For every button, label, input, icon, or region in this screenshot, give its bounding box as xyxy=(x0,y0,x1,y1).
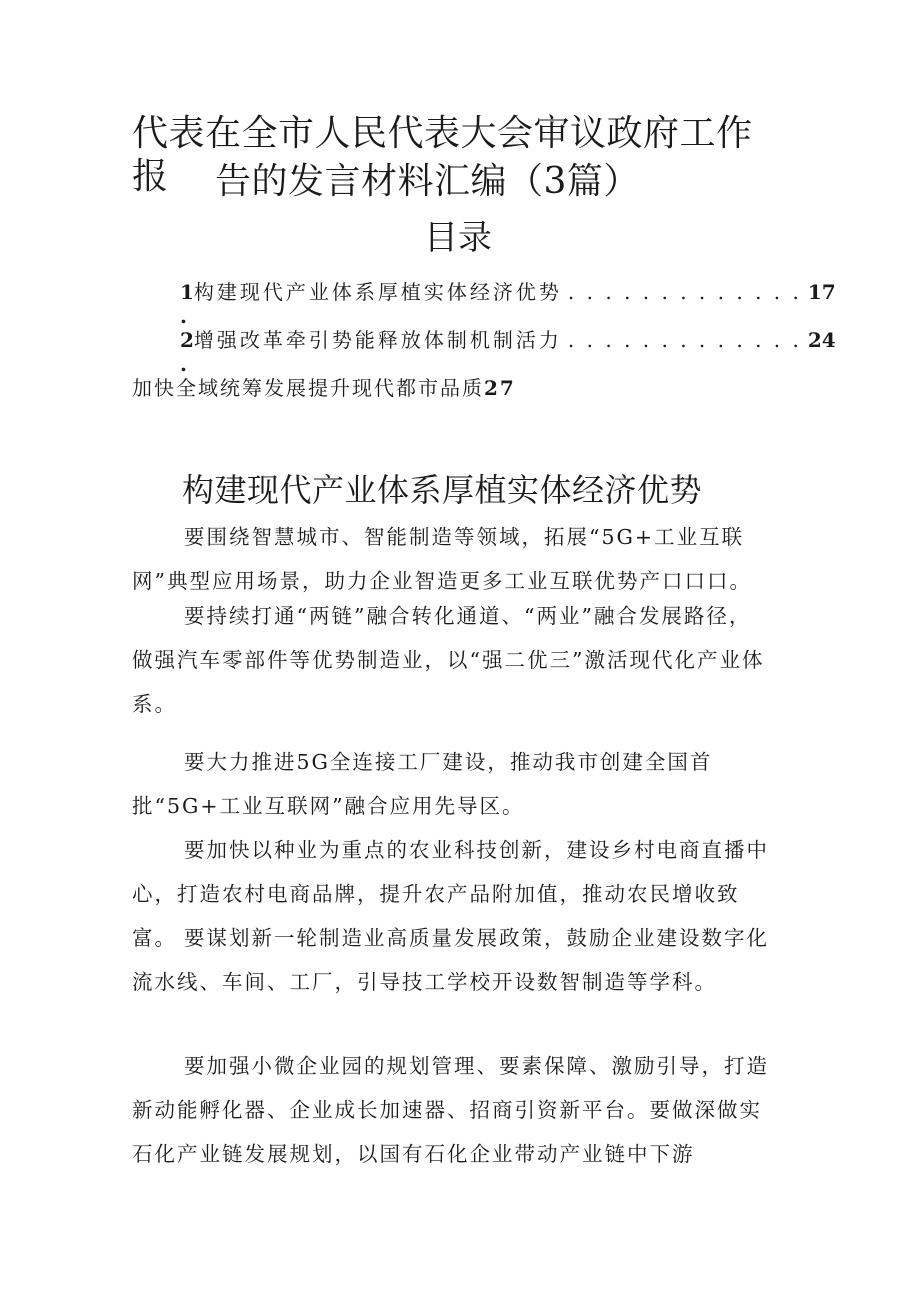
toc-entry-plain[interactable] xyxy=(132,372,516,401)
toc-entry[interactable] xyxy=(180,324,836,376)
toc-entry-page: 27 xyxy=(484,376,516,400)
toc-entry-page: 24 xyxy=(807,328,836,352)
toc-entry-text: 增强改革牵引势能释放体制机制活力 xyxy=(193,328,562,352)
toc-entry-number: 1 . xyxy=(180,280,194,328)
paragraph: 要加强小微企业园的规划管理、要素保障、激励引导，打造新动能孵化器、企业成长加速器、招商引资新平台。要做深做实石化产业链发展规划，以国有石化企业带动产业链中下游 xyxy=(132,1054,769,1166)
toc-entry-text: 构建现代产业体系厚植实体经济优势 xyxy=(193,280,562,304)
paragraph: 要持续打通“两链”融合转化通道、“两业”融合发展路径，做强汽车零部件等优势制造业，以“强二优三”激活现代化产业体系。 xyxy=(132,604,765,716)
paragraph: 要谋划新一轮制造业高质量发展政策，鼓励企业建设数字化流水线、车间、工厂，引导技工学校开设数智制造等学科。 xyxy=(132,926,769,994)
document-title-line-2: 告的发言材料汇编（3篇） xyxy=(215,161,640,202)
toc-entry-leader: . . . . . . . . . . . . . xyxy=(567,280,802,304)
toc-entry-leader: . . . . . . . . . . . . . xyxy=(567,328,802,352)
toc-heading: 目录 xyxy=(424,218,492,258)
document-title-line-1: 代表在全市人民代表大会审议政府工作报 xyxy=(132,113,753,198)
paragraph: 要加快以种业为重点的农业科技创新，建设乡村电商直播中心，打造农村电商品牌，提升农产品附加值，推动农民增收致富。 xyxy=(132,838,769,950)
section-title: 构建现代产业体系厚植实体经济优势 xyxy=(182,471,703,509)
paragraph: 要围绕智慧城市、智能制造等领域，拓展“5G+工业互联网”典型应用场景，助力企业智造更多工业互联优势产口口口。 xyxy=(132,525,752,593)
toc-entry-text: 加快全域统筹发展提升现代都市品质 xyxy=(132,376,484,400)
paragraph: 要大力推进5G全连接工厂建设，推动我市创建全国首批“5G+工业互联网”融合应用先导区。 xyxy=(132,750,713,818)
toc-entry-number: 2 . xyxy=(180,328,194,376)
toc-entry[interactable] xyxy=(180,276,836,328)
toc-entry-page: 17 xyxy=(807,280,836,304)
